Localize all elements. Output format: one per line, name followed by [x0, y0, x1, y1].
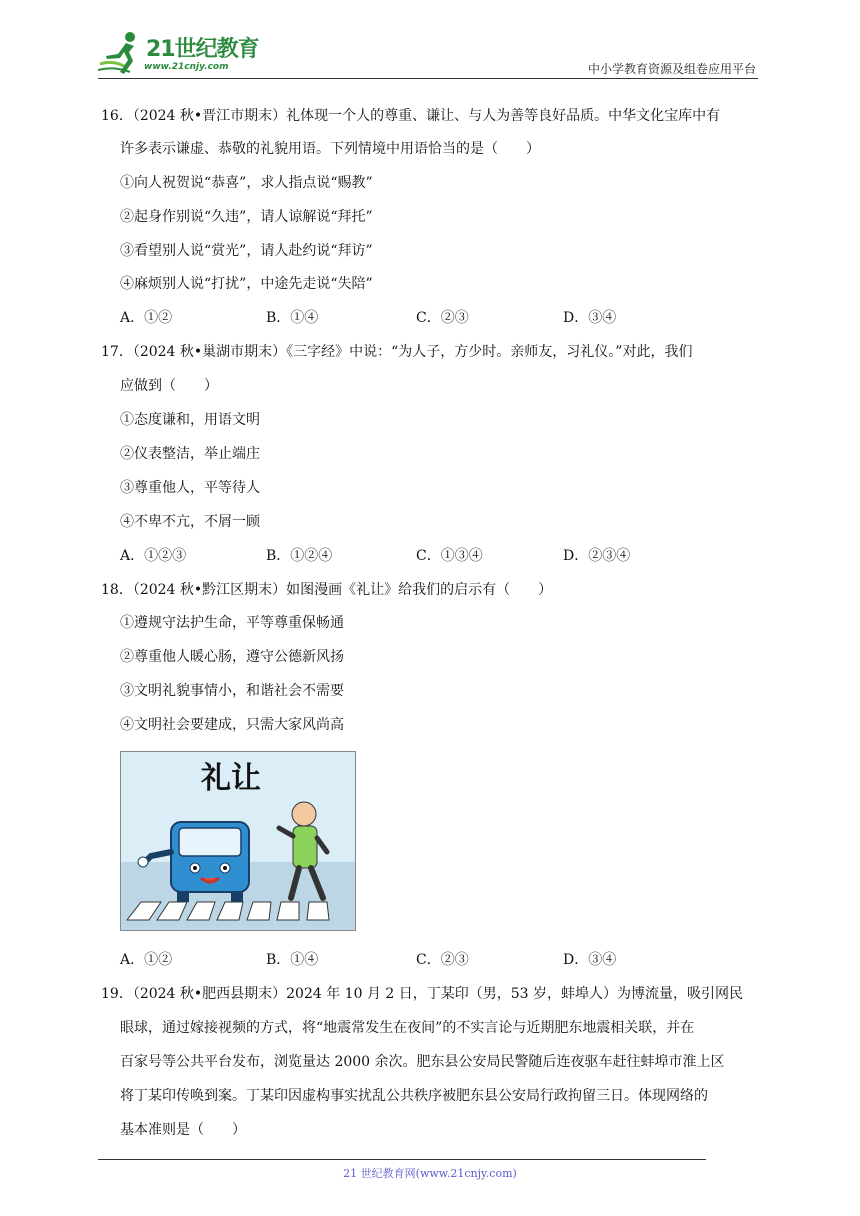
question-16-option-2: ②起身作别说“久违”，请人谅解说“拜托”	[120, 209, 373, 225]
cartoon-title: 礼让	[201, 761, 261, 796]
question-17-option-2: ②仪表整洁，举止端庄	[120, 446, 260, 462]
question-17-option-4: ④不卑不亢，不屑一顾	[120, 514, 260, 530]
cartoon-image	[120, 751, 356, 931]
question-18-option-4: ④文明社会要建成，只需大家风尚高	[120, 717, 344, 733]
question-17-choice-b[interactable]: B．①②④	[266, 548, 333, 564]
page-header	[98, 28, 758, 79]
cartoon-bus-pedestrian-illustration	[121, 752, 355, 930]
question-19-line-3: 百家号等公共平台发布，浏览量达 2000 余次。肥东县公安局民警随后连夜驱车赶往蚌埠市淮上区	[120, 1054, 725, 1070]
question-17-choice-a[interactable]: A．①②③	[120, 548, 187, 564]
question-17-choice-c[interactable]: C．①③④	[416, 548, 483, 564]
question-16-line-1: 16．（2024 秋•晋江市期末）礼体现一个人的尊重、谦让、与人为善等良好品质。中华文化宝库中有	[101, 108, 721, 124]
question-17-line-2: 应做到（ ）	[120, 378, 218, 394]
logo-url: www.21cnjy.com	[144, 62, 229, 72]
question-16-choice-a[interactable]: A．①②	[120, 310, 173, 326]
question-16-line-2: 许多表示谦虚、恭敬的礼貌用语。下列情境中用语恰当的是（ ）	[120, 141, 540, 157]
logo-text: 21世纪教育	[146, 37, 259, 62]
logo	[98, 28, 273, 76]
platform-title: 中小学教育资源及组卷应用平台	[587, 62, 756, 76]
question-17-choice-d[interactable]: D．②③④	[563, 548, 631, 564]
footer-divider	[98, 1159, 706, 1160]
footer-link[interactable]: 21 世纪教育网(www.21cnjy.com)	[343, 1167, 517, 1180]
runner-logo-icon	[98, 28, 148, 76]
question-18-choice-b[interactable]: B．①④	[266, 952, 319, 968]
question-18-choice-d[interactable]: D．③④	[563, 952, 617, 968]
question-17-option-3: ③尊重他人，平等待人	[120, 480, 260, 496]
question-18-option-1: ①遵规守法护生命，平等尊重保畅通	[120, 615, 344, 631]
question-16-option-4: ④麻烦别人说“打扰”，中途先走说“失陪”	[120, 276, 373, 292]
question-17-line-1: 17．（2024 秋•巢湖市期末）《三字经》中说：“为人子，方少时。亲师友，习礼仪。”对此，我们	[101, 344, 693, 360]
question-17-option-1: ①态度谦和，用语文明	[120, 412, 260, 428]
question-16-choice-b[interactable]: B．①④	[266, 310, 319, 326]
question-16-choice-d[interactable]: D．③④	[563, 310, 617, 326]
question-19-line-5: 基本准则是（ ）	[120, 1122, 246, 1138]
question-18-choice-c[interactable]: C．②③	[416, 952, 469, 968]
question-16-option-1: ①向人祝贺说“恭喜”，求人指点说“赐教”	[120, 175, 373, 191]
question-16-choice-c[interactable]: C．②③	[416, 310, 469, 326]
question-18-option-3: ③文明礼貌事情小，和谐社会不需要	[120, 683, 344, 699]
question-18-line-1: 18．（2024 秋•黔江区期末）如图漫画《礼让》给我们的启示有（ ）	[101, 582, 553, 598]
question-18-choice-a[interactable]: A．①②	[120, 952, 173, 968]
question-16-option-3: ③看望别人说“赏光”，请人赴约说“拜访”	[120, 243, 373, 259]
question-19-line-1: 19．（2024 秋•肥西县期末）2024 年 10 月 2 日，丁某印（男，53 岁，蚌埠人）为博流量，吸引网民	[101, 986, 744, 1002]
question-18-option-2: ②尊重他人暖心肠，遵守公德新风扬	[120, 649, 344, 665]
question-19-line-4: 将丁某印传唤到案。丁某印因虚构事实扰乱公共秩序被肥东县公安局行政拘留三日。体现网络的	[120, 1088, 708, 1104]
question-19-line-2: 眼球，通过嫁接视频的方式，将“地震常发生在夜间”的不实言论与近期肥东地震相关联，并在	[120, 1020, 695, 1036]
